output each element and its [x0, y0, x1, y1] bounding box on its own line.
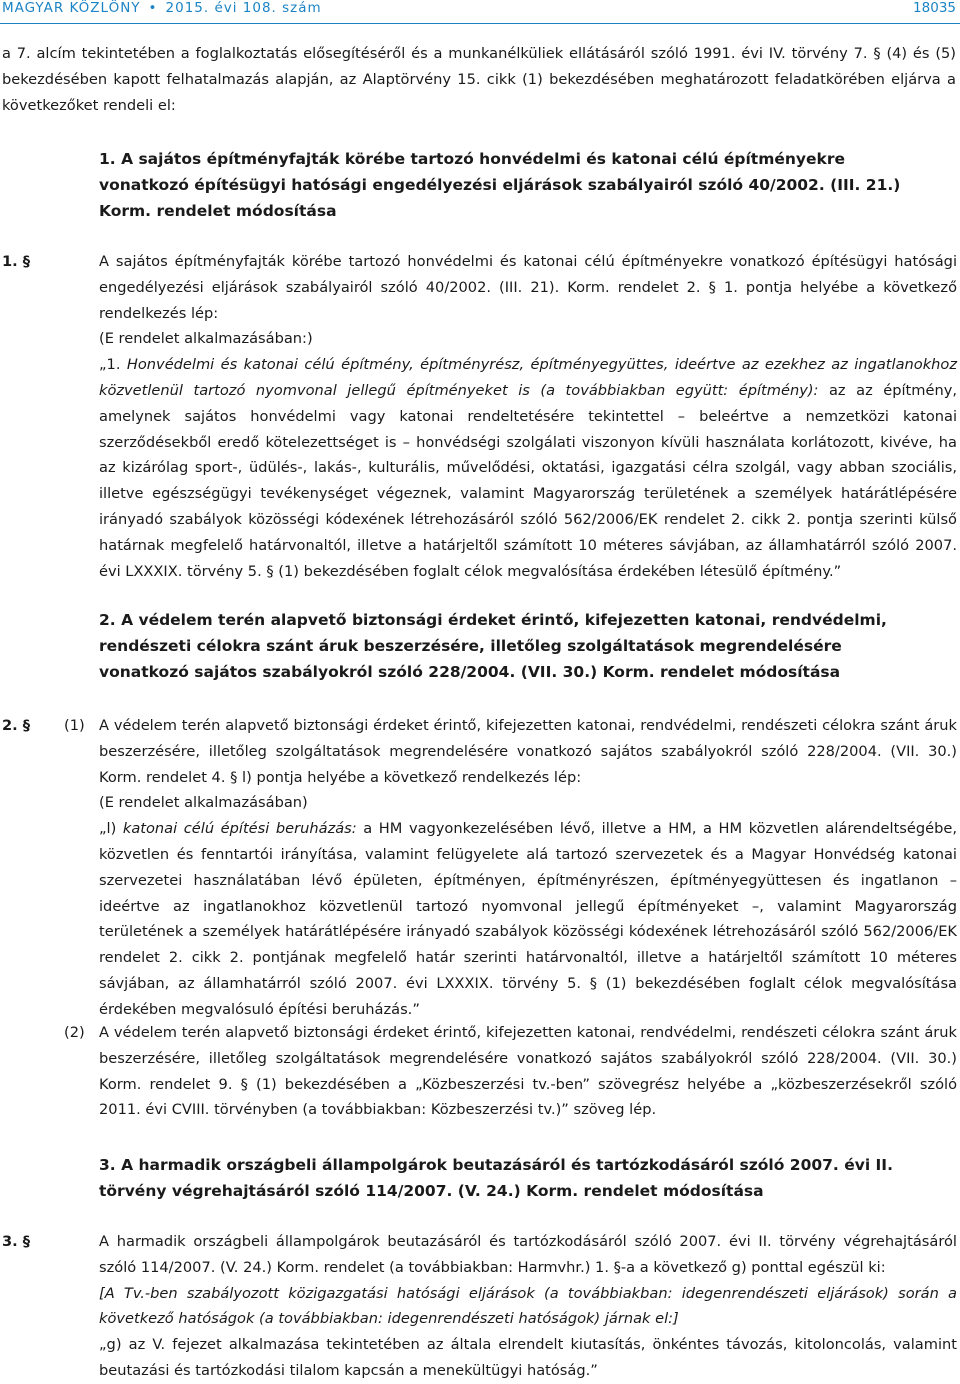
- intro-paragraph: a 7. alcím tekintetében a foglalkoztatás elősegítéséről és a munkanélküliek ellátásáról szóló 1991. évi IV. törvény 7. § (4) és (5) bekezdésében kapott felhatalmazás alapján, az Alaptörvény 15. cikk (1) bekezdésében meghatározott feladatkörében eljárva a következőket rendeli el:: [2, 45, 956, 114]
- section-1-text: A sajátos építményfajták körébe tartozó honvédelmi és katonai célú építményekre vonatkozó építésügyi hatósági engedélyezési eljárások szabályairól szóló 40/2002. (III. 21). Korm. rendelet 2. § 1. pontja helyébe a következő rendelkezés lép:: [99, 253, 957, 322]
- section-1-quote-rest: az az építmény, amelynek sajátos honvédelmi vagy katonai rendeltetésére tekintettel – beleértve a nemzetközi katonai szerződésekből eredő kötelezettséget is – honvédségi szolgálati viszonyon kívüli használata korlátozott, kivéve, ha az kizárólag sport-, üdülés-, lakás-, kulturális, művelődési, oktatási, igazgatási célra szolgál, vagy abban szociális, illetve egészségügyi tevékenységet végeznek, valamint Magyarország területének a személyek határátlépésére irányadó szabályok közösségi kódexének létrehozásáról szóló 562/2006/EK rendelet 2. cikk 2. pontja szerinti külső határnak megfelelő határvonaltól, illetve a határjeltől számított 10 méteres sávjában, az államhatárról szóló 2007. évi LXXXIX. törvény 5. § (1) bekezdésében foglalt célok megvalósítása érdekében létesülő építmény.”: [99, 381, 957, 580]
- section-2-sub-2-number: (2): [64, 1024, 85, 1041]
- header-rule: [0, 23, 960, 24]
- journal-name: MAGYAR KÖZLÖNY: [2, 0, 141, 16]
- issue-label: 2015. évi 108. szám: [165, 0, 322, 16]
- section-2-title: 2. A védelem terén alapvető biztonsági érdeket érintő, kifejezetten katonai, rendvédelmi, rendészeti célokra szánt áruk beszerzésére, illetőleg szolgáltatások megrendelésére vonatkozó sajátos szabályokról szóló 228/2004. (VII. 30.) Korm. rendelet módosítása: [99, 611, 887, 681]
- section-2-quote-definition: katonai célú építési beruházás:: [122, 820, 357, 838]
- section-2-sub-1-quote: [99, 816, 957, 1022]
- section-1-quote: [99, 352, 957, 584]
- section-1-paragraph-number: 1. §: [2, 253, 31, 270]
- header-left: [2, 0, 322, 16]
- section-3-context: [A Tv.-ben szabályozott közigazgatási hatósági eljárások (a továbbiakban: idegenrendészeti eljárások) során a következő hatóságok (a továbbiakban: idegenrendészeti hatóságok) járnak el:]: [99, 1284, 957, 1328]
- section-3-quote: „g) az V. fejezet alkalmazása tekintetében az általa elrendelt kiutasítás, önkéntes távozás, kitoloncolás, valamint beutazási és tartózkodási tilalom kapcsán a menekültügyi hatóság.”: [99, 1336, 957, 1379]
- section-2-sub-1-body: [99, 713, 957, 1023]
- section-2-quote-rest: a HM vagyonkezelésében lévő, illetve a HM, a HM közvetlen alárendeltségébe, közvetlen és fenntartói irányítása, valamint felügyelete alá tartozó szervezetek és a Magyar Honvédség katonai szervezetei használatában lévő épületen, építményen, építményrészen, építményegyüttesen és ingatlanon – ideértve az ingatlanokhoz közvetlenül tartozó nyomvonal jellegű építményeket –, valamint Magyarország területének a személyek határátlépésére irányadó szabályok közösségi kódexének létrehozásáról szóló 562/2006/EK rendelet 2. cikk 2. pontjának megfelelő határ szerinti határvonaltól, illetve a határjeltől számított 10 méteres sávjában, az államhatárról szóló 2007. évi LXXXIX. törvény 5. § (1) bekezdésében foglalt célok megvalósítása érdekében megvalósuló építési beruházás.”: [99, 820, 957, 1018]
- section-2-paragraph-number: 2. §: [2, 717, 31, 734]
- section-3-paragraph-number: 3. §: [2, 1233, 31, 1250]
- section-3-text: A harmadik országbeli állampolgárok beutazásáról és tartózkodásáról szóló 2007. évi II. törvény végrehajtásáról szóló 114/2007. (V. 24.) Korm. rendelet (a továbbiakban: Harmvhr.) 1. §-a a következő g) ponttal egészül ki:: [99, 1233, 957, 1276]
- section-1-quote-start: „1.: [99, 356, 127, 374]
- section-1-context: (E rendelet alkalmazásában:): [99, 330, 313, 348]
- page-number: 18035: [913, 0, 956, 16]
- header-separator: •: [148, 0, 158, 16]
- section-1-quote-definition: Honvédelmi és katonai célú építmény, építményrész, építményegyüttes, ideértve az ezekhez az ingatlanokhoz közvetlenül tartozó nyomvonal jellegű építményeket is (a továbbiakban együtt: építmény):: [99, 356, 957, 399]
- section-2-sub-2-text: A védelem terén alapvető biztonsági érdeket érintő, kifejezetten katonai, rendvédelmi, rendészeti célokra szánt áruk beszerzésére, illetőleg szolgáltatások megrendelésére vonatkozó sajátos szabályokról szóló 228/2004. (VII. 30.) Korm. rendelet 9. § (1) bekezdésében a „Közbeszerzési tv.-ben” szövegrész helyébe a „közbeszerzésekről szóló 2011. évi CVIII. törvényben (a továbbiakban: Közbeszerzési tv.)” szöveg lép.: [99, 1024, 957, 1119]
- section-3-title: 3. A harmadik országbeli állampolgárok beutazásáról és tartózkodásáról szóló 2007. évi II. törvény végrehajtásáról szóló 114/2007. (V. 24.) Korm. rendelet módosítása: [99, 1156, 893, 1200]
- section-2-sub-1-number: (1): [64, 717, 85, 734]
- section-1-body: [99, 249, 957, 584]
- section-2-quote-start: „l): [99, 820, 123, 838]
- page-header: [0, 0, 960, 22]
- section-3-body: [99, 1229, 957, 1384]
- section-2-sub-1-text: A védelem terén alapvető biztonsági érdeket érintő, kifejezetten katonai, rendvédelmi, rendészeti célokra szánt áruk beszerzésére, illetőleg szolgáltatások megrendelésére vonatkozó sajátos szabályokról szóló 228/2004. (VII. 30.) Korm. rendelet 4. § l) pontja helyébe a következő rendelkezés lép:: [99, 717, 957, 786]
- section-1-title: 1. A sajátos építményfajták körébe tartozó honvédelmi és katonai célú építményekre vonatkozó építésügyi hatósági engedélyezési eljárások szabályairól szóló 40/2002. (III. 21.) Korm. rendelet módosítása: [99, 150, 901, 220]
- section-2-sub-1-context: (E rendelet alkalmazásában): [99, 794, 308, 812]
